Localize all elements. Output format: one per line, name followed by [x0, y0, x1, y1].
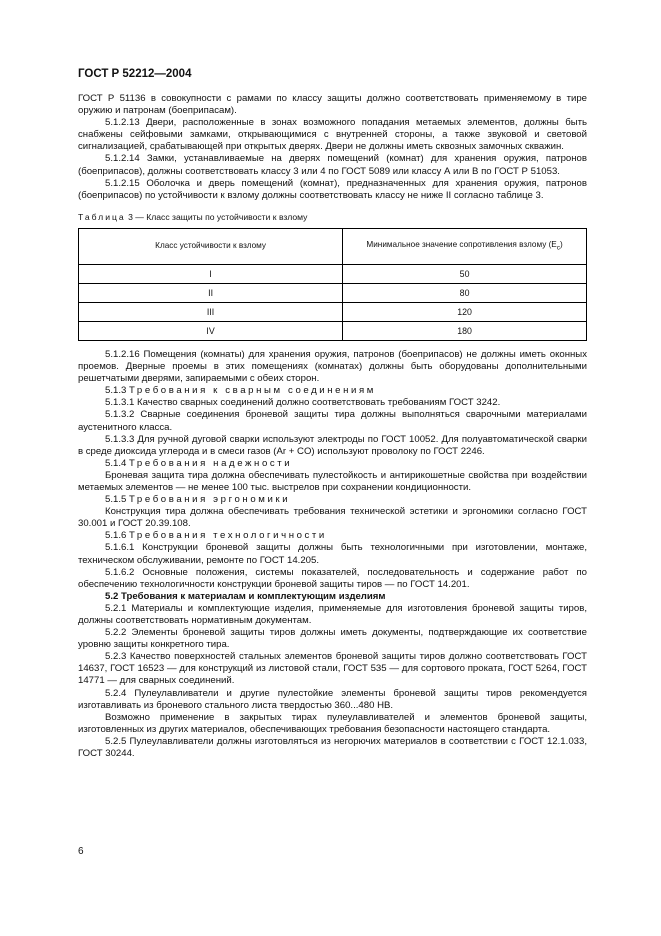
paragraph: 5.1.2.15 Оболочка и дверь помещений (комнат), предназначенных для хранения оружия, патронов (боеприпасов) по устойчивости к взлому должны соответствовать классу не ниже II согласно таблице 3.: [78, 177, 587, 201]
section-heading: 5.2 Требования к материалам и комплектующим изделиям: [105, 590, 386, 602]
paragraph: 5.1.2.13 Двери, расположенные в зонах возможного попадания метаемых элементов, должны быть снабжены сейфовыми замками, открывающимися с внутренней стороны, а также звуковой и световой сигнализацией, срабатывающей при открытых дверях. Двери не должны иметь сквозных замочных скважин.: [78, 117, 587, 153]
section-heading: 5.1.5 Требования эргономики: [105, 494, 291, 506]
resistance-table: [78, 228, 587, 341]
paragraph: 5.1.3.1 Качество сварных соединений должно соответствовать требованиям ГОСТ 3242.: [105, 397, 501, 409]
table-row: IV 180: [79, 321, 587, 340]
paragraph: 5.2.3 Качество поверхностей стальных элементов броневой защиты тиров должно соответствовать ГОСТ 14637, ГОСТ 16523 — для конструкций из листовой стали, ГОСТ 535 — для сортового проката, ГОСТ 5264, ГОСТ 14771 — для сварных соединений.: [78, 651, 587, 687]
page-number: 6: [78, 846, 84, 857]
table-caption: [78, 211, 587, 223]
paragraph: Возможно применение в закрытых тирах пулеулавливателей и элементов броневой защиты, изготовленных из других материалов, обеспечивающих требования безопасности настоящего стандарта.: [78, 711, 587, 735]
section-heading: 5.1.4 Требования надежности: [105, 457, 293, 469]
paragraph: 5.1.2.14 Замки, устанавливаемые на дверях помещений (комнат) для хранения оружия, патронов (боеприпасов), должны соответствовать классу 3 или 4 по ГОСТ 5089 или классу А или В по ГОСТ Р 51053.: [78, 153, 587, 177]
paragraph: ГОСТ Р 51136 в совокупности с рамами по классу защиты должно соответствовать применяемому в тире оружию и патронам (боеприпасам).: [78, 93, 587, 117]
document-body: [78, 93, 587, 760]
paragraph: 5.1.3.3 Для ручной дуговой сварки используют электроды по ГОСТ 10052. Для полуавтоматической сварки в среде диоксида углерода и в смеси газов (Ar + CO) используют проволоку по ГОСТ 2246.: [78, 433, 587, 457]
table-row: I 50: [79, 264, 587, 283]
table-row: II 80: [79, 283, 587, 302]
paragraph: 5.2.2 Элементы броневой защиты тиров должны иметь документы, подтверждающие их соответствие уровню защиты конкретного тира.: [78, 627, 587, 651]
paragraph: 5.1.2.16 Помещения (комнаты) для хранения оружия, патронов (боеприпасов) не должны иметь оконных проемов. Дверные проемы в этих помещениях (комнатах) должны быть оборудованы дополнительными решетчатыми дверями, запираемыми с обеих сторон.: [78, 348, 587, 385]
section-heading: 5.1.3 Требования к сварным соединениям: [105, 385, 376, 397]
paragraph: 5.2.1 Материалы и комплектующие изделия, применяемые для изготовления броневой защиты тиров, должны соответствовать нормативным документам.: [78, 602, 587, 626]
paragraph: 5.2.5 Пулеулавливатели должны изготовляться из негорючих материалов в соответствии с ГОСТ 12.1.033, ГОСТ 30244.: [78, 735, 587, 760]
column-header-class: Класс устойчивости к взлому: [79, 228, 343, 264]
table-header-row: [79, 228, 587, 264]
table-caption-text: 3 — Класс защиты по устойчивости к взлому: [128, 211, 308, 222]
paragraph: 5.2.4 Пулеулавливатели и другие пулестойкие элементы броневой защиты тиров рекомендуется изготавливать из броневого стального листа твердостью 360...480 HB.: [78, 687, 587, 711]
column-header-resistance: Минимальное значение сопротивления взлому $(E_c)$: [343, 228, 587, 264]
paragraph: 5.1.6.2 Основные положения, системы показателей, последовательность и содержание работ по обеспечению технологичности конструкции броневой защиты тиров — по ГОСТ 14.201.: [78, 566, 587, 590]
paragraph: Броневая защита тира должна обеспечивать пулестойкость и антирикошетные свойства при воздействии метаемых элементов — не менее 100 тыс. выстрелов при сохранении кондиционности.: [78, 469, 587, 493]
paragraph: Конструкция тира должна обеспечивать требования технической эстетики и эргономики согласно ГОСТ 30.001 и ГОСТ 20.39.108.: [78, 506, 587, 530]
table-caption-word: Таблица: [78, 211, 126, 222]
paragraph: 5.1.6.1 Конструкции броневой защиты должны быть технологичными при изготовлении, монтаже, техническом обслуживании, ремонте по ГОСТ 14.205.: [78, 542, 587, 566]
document-header: ГОСТ Р 52212—2004: [78, 68, 192, 80]
section-heading: 5.1.6 Требования технологичности: [105, 530, 327, 542]
paragraph: 5.1.3.2 Сварные соединения броневой защиты тира должны выполняться сварочными материалами аустенитного класса.: [78, 409, 587, 433]
table-row: III 120: [79, 302, 587, 321]
